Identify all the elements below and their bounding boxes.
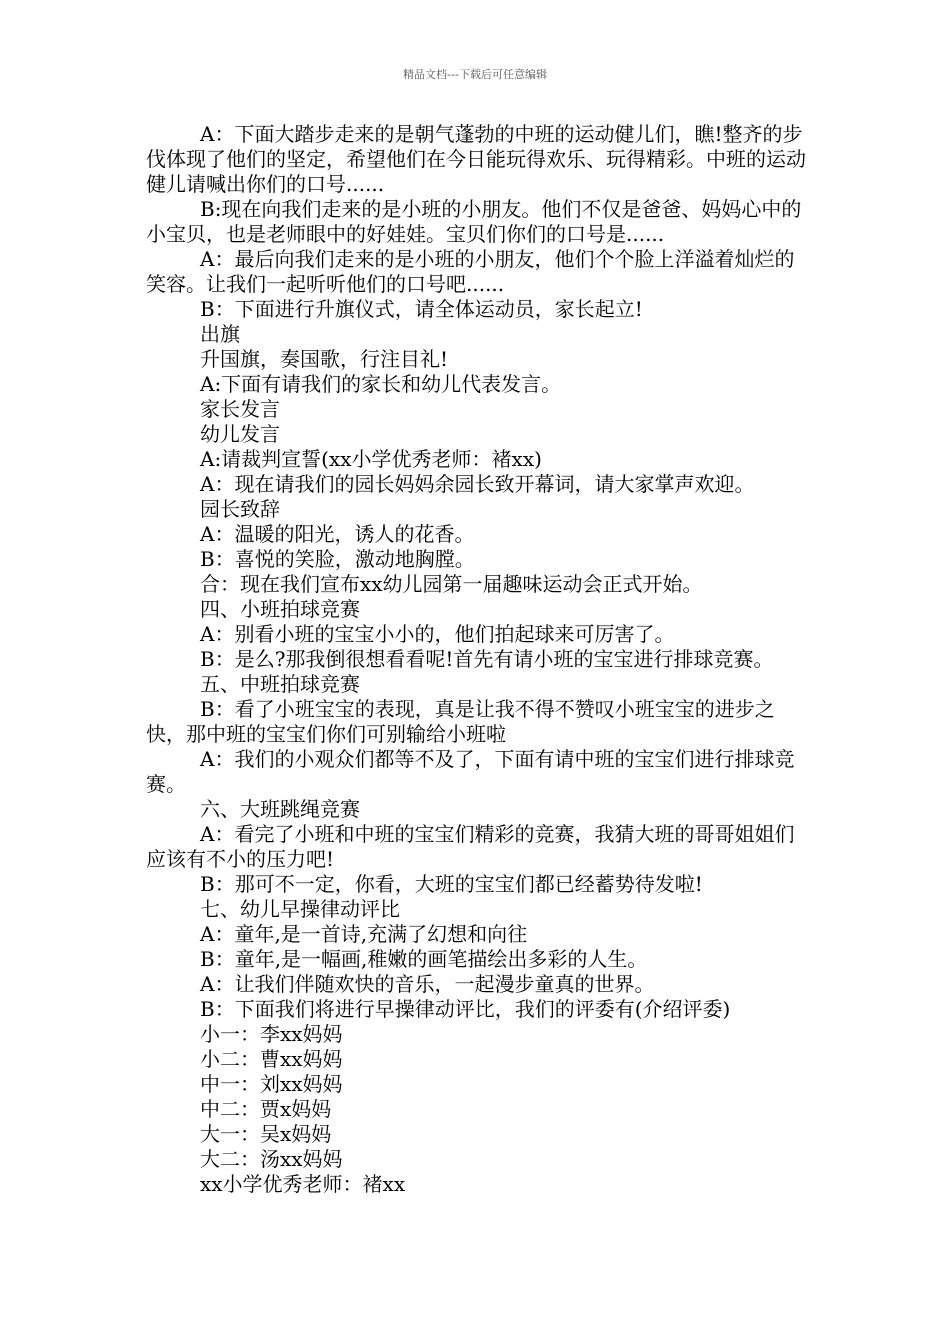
paragraph: 园长致辞 <box>200 497 280 521</box>
paragraph: B：下面进行升旗仪式，请全体运动员，家长起立! <box>200 297 643 321</box>
paragraph: 四、小班拍球竞赛 <box>200 597 360 621</box>
paragraph: 中一：刘xx妈妈 <box>200 1072 343 1096</box>
paragraph: 升国旗，奏国歌，行注目礼! <box>200 347 449 371</box>
paragraph: A：我们的小观众们都等不及了，下面有请中班的宝宝们进行排球竞赛。 <box>146 747 795 796</box>
paragraph: 大二：汤xx妈妈 <box>200 1147 343 1171</box>
paragraph: A:下面有请我们的家长和幼儿代表发言。 <box>200 372 562 396</box>
paragraph: B：下面我们将进行早操律动评比，我们的评委有(介绍评委) <box>200 997 731 1021</box>
paragraph: A：下面大踏步走来的是朝气蓬勃的中班的运动健儿们，瞧!整齐的步伐体现了他们的坚定，希望他们在今日能玩得欢乐、玩得精彩。中班的运动健儿请喊出你们的口号...... <box>146 122 806 196</box>
document-body <box>146 122 814 1197</box>
paragraph: B：看了小班宝宝的表现，真是让我不得不赞叹小班宝宝的进步之快，那中班的宝宝们你们可别输给小班啦 <box>146 697 775 746</box>
paragraph: 大一：吴x妈妈 <box>200 1122 332 1146</box>
paragraph: B：那可不一定，你看，大班的宝宝们都已经蓄势待发啦! <box>200 872 703 896</box>
paragraph: 出旗 <box>200 322 240 346</box>
paragraph: B：喜悦的笑脸，激动地胸膛。 <box>200 547 475 571</box>
paragraph: 幼儿发言 <box>200 422 280 446</box>
paragraph: A:请裁判宣誓(xx小学优秀老师：褚xx) <box>200 447 542 471</box>
paragraph: A：让我们伴随欢快的音乐，一起漫步童真的世界。 <box>200 972 655 996</box>
paragraph: A：看完了小班和中班的宝宝们精彩的竞赛，我猜大班的哥哥姐姐们应该有不小的压力吧! <box>146 822 795 871</box>
paragraph: 七、幼儿早操律动评比 <box>200 897 400 921</box>
paragraph: B：童年,是一幅画,稚嫩的画笔描绘出多彩的人生。 <box>200 947 648 971</box>
paragraph: A：童年,是一首诗,充满了幻想和向往 <box>200 922 528 946</box>
paragraph: 家长发言 <box>200 397 280 421</box>
paragraph: A：温暖的阳光，诱人的花香。 <box>200 522 475 546</box>
paragraph: 五、中班拍球竞赛 <box>200 672 360 696</box>
paragraph: A：最后向我们走来的是小班的小朋友，他们个个脸上洋溢着灿烂的笑容。让我们一起听听他们的口号吧...... <box>146 247 795 296</box>
paragraph: A：现在请我们的园长妈妈余园长致开幕词，请大家掌声欢迎。 <box>200 472 755 496</box>
paragraph: B:现在向我们走来的是小班的小朋友。他们不仅是爸爸、妈妈心中的小宝贝，也是老师眼中的好娃娃。宝贝们你们的口号是...... <box>146 197 802 246</box>
paragraph: xx小学优秀老师：褚xx <box>200 1172 406 1196</box>
paragraph: 中二：贾x妈妈 <box>200 1097 332 1121</box>
page-header: 精品文档---下载后可任意编辑 <box>403 68 547 81</box>
paragraph: B：是么?那我倒很想看看呢!首先有请小班的宝宝进行排球竞赛。 <box>200 647 774 671</box>
paragraph: 小一：李xx妈妈 <box>200 1022 343 1046</box>
paragraph: 合：现在我们宣布xx幼儿园第一届趣味运动会正式开始。 <box>200 572 703 596</box>
paragraph: A：别看小班的宝宝小小的，他们拍起球来可厉害了。 <box>200 622 675 646</box>
paragraph: 六、大班跳绳竞赛 <box>200 797 360 821</box>
paragraph: 小二：曹xx妈妈 <box>200 1047 343 1071</box>
